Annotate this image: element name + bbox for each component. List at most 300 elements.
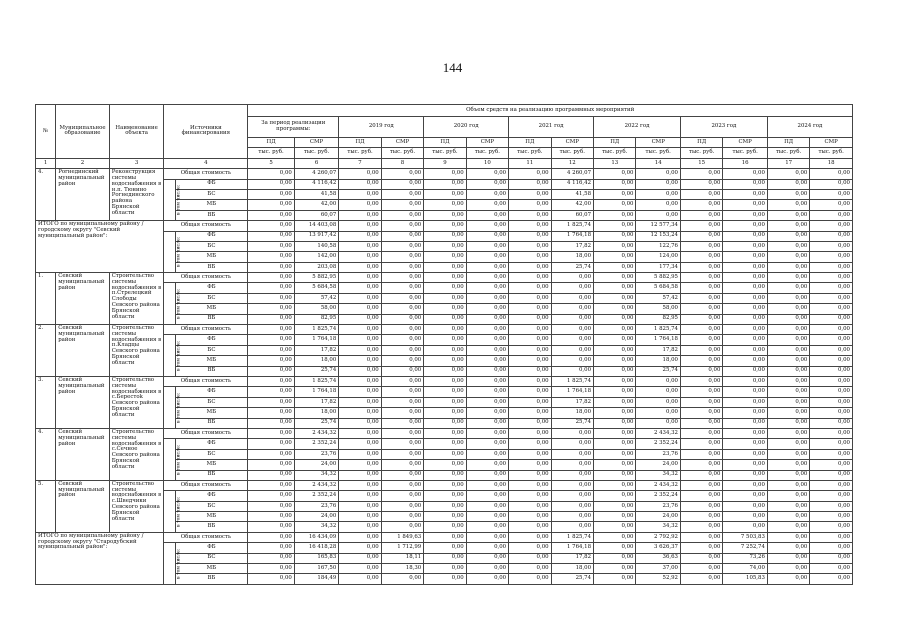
value-cell: 0,00 — [767, 522, 809, 532]
value-cell: 0,00 — [424, 273, 466, 283]
value-cell: 0,00 — [339, 512, 381, 522]
table-row — [36, 532, 853, 542]
value-cell: 0,00 — [767, 169, 809, 179]
value-cell: 0,00 — [680, 460, 722, 470]
value-cell: 0,00 — [466, 428, 508, 438]
header-unit: тыс. руб. — [551, 148, 593, 158]
value-cell: 0,00 — [723, 376, 767, 386]
source-label: БС — [175, 345, 248, 355]
value-cell: 0,00 — [723, 273, 767, 283]
value-cell: 0,00 — [466, 169, 508, 179]
value-cell: 0,00 — [381, 376, 423, 386]
value-cell: 0,00 — [466, 179, 508, 189]
value-cell: 0,00 — [810, 210, 853, 220]
value-cell: 0,00 — [509, 169, 551, 179]
value-cell: 0,00 — [381, 231, 423, 241]
value-cell: 0,00 — [594, 262, 636, 272]
value-cell: 0,00 — [594, 522, 636, 532]
value-cell: 0,00 — [767, 470, 809, 480]
value-cell: 0,00 — [381, 325, 423, 335]
in-that-number-label — [164, 283, 182, 325]
value-cell: 0,00 — [767, 480, 809, 490]
value-cell: 0,00 — [509, 293, 551, 303]
source-label: МБ — [175, 252, 248, 262]
value-cell: 0,00 — [509, 376, 551, 386]
value-cell: 0,00 — [339, 564, 381, 574]
value-cell: 1 825,74 — [551, 221, 593, 231]
value-cell: 25,74 — [294, 418, 338, 428]
value-cell: 0,00 — [339, 553, 381, 563]
value-cell: 0,00 — [466, 532, 508, 542]
value-cell: 0,00 — [767, 387, 809, 397]
value-cell: 165,83 — [294, 553, 338, 563]
value-cell: 0,00 — [551, 491, 593, 501]
value-cell: 0,00 — [466, 564, 508, 574]
value-cell: 0,00 — [767, 543, 809, 553]
header-unit: тыс. руб. — [680, 148, 722, 158]
value-cell: 2 352,24 — [294, 439, 338, 449]
value-cell: 0,00 — [723, 335, 767, 345]
value-cell: 0,00 — [248, 293, 295, 303]
value-cell: 0,00 — [680, 564, 722, 574]
value-cell: 0,00 — [248, 169, 295, 179]
value-cell: 0,00 — [339, 189, 381, 199]
value-cell: 142,00 — [294, 252, 338, 262]
value-cell: 0,00 — [723, 512, 767, 522]
value-cell: 0,00 — [424, 418, 466, 428]
value-cell: 0,00 — [424, 283, 466, 293]
value-cell: 0,00 — [810, 241, 853, 251]
value-cell: 18,11 — [381, 553, 423, 563]
header-pd: ПД — [248, 138, 295, 148]
value-cell: 0,00 — [381, 221, 423, 231]
value-cell: 18,00 — [551, 564, 593, 574]
value-cell: 167,50 — [294, 564, 338, 574]
value-cell: 24,00 — [294, 460, 338, 470]
value-cell: 0,00 — [339, 356, 381, 366]
value-cell: 0,00 — [466, 356, 508, 366]
value-cell: 0,00 — [723, 169, 767, 179]
value-cell: 0,00 — [636, 189, 680, 199]
header-year: 2022 год — [594, 117, 681, 138]
value-cell: 34,32 — [636, 470, 680, 480]
header-unit: тыс. руб. — [339, 148, 381, 158]
value-cell: 0,00 — [424, 366, 466, 376]
header-year: 2024 год — [767, 117, 852, 138]
value-cell: 1 764,18 — [294, 387, 338, 397]
value-cell: 0,00 — [680, 512, 722, 522]
value-cell: 0,00 — [594, 418, 636, 428]
header-smr: СМР — [723, 138, 767, 148]
value-cell: 0,00 — [767, 283, 809, 293]
total-label: ИТОГО по муниципальному району / городскому округу "Севский муниципальный район": — [36, 221, 164, 273]
value-cell: 0,00 — [381, 210, 423, 220]
value-cell: 23,76 — [636, 449, 680, 459]
value-cell: 0,00 — [810, 564, 853, 574]
value-cell: 0,00 — [680, 325, 722, 335]
column-number: 15 — [680, 158, 722, 168]
total-cost-label: Общая стоимость — [164, 532, 248, 542]
value-cell: 0,00 — [594, 387, 636, 397]
value-cell: 0,00 — [767, 418, 809, 428]
funding-table — [35, 104, 853, 585]
value-cell: 0,00 — [424, 501, 466, 511]
value-cell: 0,00 — [810, 480, 853, 490]
value-cell: 177,34 — [636, 262, 680, 272]
value-cell: 0,00 — [466, 574, 508, 584]
value-cell: 0,00 — [339, 241, 381, 251]
value-cell: 0,00 — [810, 439, 853, 449]
value-cell: 0,00 — [509, 345, 551, 355]
value-cell: 0,00 — [810, 221, 853, 231]
value-cell: 41,58 — [551, 189, 593, 199]
value-cell: 0,00 — [723, 460, 767, 470]
header-smr: СМР — [810, 138, 853, 148]
source-label: МБ — [175, 460, 248, 470]
total-cost-label: Общая стоимость — [164, 169, 248, 179]
value-cell: 0,00 — [509, 512, 551, 522]
value-cell: 23,76 — [294, 501, 338, 511]
value-cell: 0,00 — [680, 501, 722, 511]
value-cell: 0,00 — [509, 460, 551, 470]
value-cell: 0,00 — [381, 418, 423, 428]
value-cell: 0,00 — [594, 532, 636, 542]
value-cell: 0,00 — [509, 283, 551, 293]
value-cell: 0,00 — [723, 428, 767, 438]
header-unit: тыс. руб. — [248, 148, 295, 158]
value-cell: 0,00 — [810, 314, 853, 324]
value-cell: 0,00 — [509, 428, 551, 438]
value-cell: 0,00 — [381, 387, 423, 397]
value-cell: 0,00 — [723, 501, 767, 511]
column-number: 13 — [594, 158, 636, 168]
header-main: Объем средств на реализацию программных мероприятий — [248, 105, 853, 117]
header-unit: тыс. руб. — [381, 148, 423, 158]
column-number: 1 — [36, 158, 56, 168]
value-cell: 0,00 — [339, 397, 381, 407]
value-cell: 0,00 — [381, 397, 423, 407]
value-cell: 0,00 — [339, 179, 381, 189]
value-cell: 0,00 — [509, 408, 551, 418]
value-cell: 0,00 — [248, 345, 295, 355]
table-row — [36, 428, 853, 438]
value-cell: 0,00 — [339, 283, 381, 293]
value-cell: 0,00 — [381, 460, 423, 470]
value-cell: 0,00 — [509, 314, 551, 324]
value-cell: 36,63 — [636, 553, 680, 563]
value-cell: 0,00 — [767, 200, 809, 210]
source-label: ВБ — [175, 262, 248, 272]
value-cell: 0,00 — [424, 262, 466, 272]
value-cell: 0,00 — [767, 428, 809, 438]
value-cell: 0,00 — [339, 491, 381, 501]
value-cell: 0,00 — [339, 408, 381, 418]
value-cell: 24,00 — [636, 460, 680, 470]
value-cell: 0,00 — [248, 200, 295, 210]
value-cell: 0,00 — [810, 449, 853, 459]
value-cell: 60,07 — [551, 210, 593, 220]
value-cell: 0,00 — [767, 252, 809, 262]
column-number: 12 — [551, 158, 593, 168]
value-cell: 17,82 — [551, 553, 593, 563]
value-cell: 0,00 — [551, 460, 593, 470]
column-number: 5 — [248, 158, 295, 168]
value-cell: 0,00 — [767, 356, 809, 366]
value-cell: 0,00 — [248, 262, 295, 272]
value-cell: 0,00 — [339, 200, 381, 210]
value-cell: 24,00 — [636, 512, 680, 522]
value-cell: 0,00 — [680, 449, 722, 459]
value-cell: 0,00 — [424, 345, 466, 355]
value-cell: 0,00 — [248, 501, 295, 511]
value-cell: 0,00 — [594, 179, 636, 189]
value-cell: 0,00 — [381, 470, 423, 480]
table-row — [36, 325, 853, 335]
value-cell: 0,00 — [767, 501, 809, 511]
value-cell: 0,00 — [248, 210, 295, 220]
value-cell: 0,00 — [594, 169, 636, 179]
value-cell: 0,00 — [466, 325, 508, 335]
value-cell: 1 825,74 — [551, 532, 593, 542]
header-unit: тыс. руб. — [723, 148, 767, 158]
in-that-number-text: в том числе: — [176, 444, 182, 475]
value-cell: 0,00 — [381, 366, 423, 376]
value-cell: 13 917,42 — [294, 231, 338, 241]
value-cell: 0,00 — [594, 189, 636, 199]
value-cell: 25,74 — [551, 418, 593, 428]
value-cell: 0,00 — [381, 335, 423, 345]
value-cell: 25,74 — [294, 366, 338, 376]
value-cell: 0,00 — [509, 397, 551, 407]
value-cell: 0,00 — [339, 439, 381, 449]
value-cell: 1 825,74 — [294, 325, 338, 335]
header-smr: СМР — [551, 138, 593, 148]
value-cell: 0,00 — [810, 376, 853, 386]
value-cell: 0,00 — [466, 283, 508, 293]
source-label: ФБ — [175, 543, 248, 553]
value-cell: 0,00 — [767, 325, 809, 335]
value-cell: 0,00 — [381, 314, 423, 324]
value-cell: 0,00 — [680, 522, 722, 532]
value-cell: 12 153,24 — [636, 231, 680, 241]
value-cell: 0,00 — [424, 231, 466, 241]
value-cell: 0,00 — [551, 356, 593, 366]
object-name: Строительство системы водоснабжения в п.Кладцы Севского района Брянской области — [109, 325, 164, 377]
value-cell: 0,00 — [381, 304, 423, 314]
value-cell: 0,00 — [551, 501, 593, 511]
value-cell: 0,00 — [424, 241, 466, 251]
value-cell: 0,00 — [424, 169, 466, 179]
source-label: МБ — [175, 304, 248, 314]
value-cell: 0,00 — [381, 439, 423, 449]
value-cell: 0,00 — [339, 366, 381, 376]
value-cell: 0,00 — [339, 293, 381, 303]
header-smr: СМР — [466, 138, 508, 148]
value-cell: 0,00 — [767, 293, 809, 303]
object-name: Реконструкция системы водоснабжения в н.п. Тюнино Рогнединского района Брянской области — [109, 169, 164, 221]
header-municipality: Муниципальное образование — [56, 105, 110, 159]
value-cell: 0,00 — [723, 221, 767, 231]
column-number: 6 — [294, 158, 338, 168]
value-cell: 0,00 — [810, 283, 853, 293]
municipality: Севский муниципальный район — [56, 480, 110, 532]
column-number: 16 — [723, 158, 767, 168]
value-cell: 0,00 — [339, 522, 381, 532]
value-cell: 0,00 — [810, 325, 853, 335]
value-cell: 0,00 — [381, 522, 423, 532]
source-label: БС — [175, 397, 248, 407]
value-cell: 0,00 — [424, 387, 466, 397]
value-cell: 0,00 — [466, 543, 508, 553]
value-cell: 0,00 — [466, 491, 508, 501]
value-cell: 0,00 — [339, 501, 381, 511]
value-cell: 52,92 — [636, 574, 680, 584]
column-number: 18 — [810, 158, 853, 168]
value-cell: 0,00 — [551, 439, 593, 449]
value-cell: 0,00 — [767, 210, 809, 220]
value-cell: 0,00 — [636, 210, 680, 220]
value-cell: 16 434,09 — [294, 532, 338, 542]
value-cell: 82,95 — [294, 314, 338, 324]
value-cell: 0,00 — [810, 293, 853, 303]
value-cell: 0,00 — [723, 283, 767, 293]
source-label: ВБ — [175, 574, 248, 584]
value-cell: 0,00 — [466, 262, 508, 272]
value-cell: 7 503,83 — [723, 532, 767, 542]
total-cost-label: Общая стоимость — [164, 428, 248, 438]
value-cell: 0,00 — [339, 387, 381, 397]
value-cell: 0,00 — [509, 574, 551, 584]
total-label: ИТОГО по муниципальному району / городскому округу "Стародубский муниципальный район": — [36, 532, 164, 584]
value-cell: 0,00 — [594, 543, 636, 553]
value-cell: 0,00 — [381, 293, 423, 303]
value-cell: 0,00 — [767, 553, 809, 563]
value-cell: 0,00 — [339, 262, 381, 272]
value-cell: 0,00 — [680, 169, 722, 179]
value-cell: 0,00 — [723, 470, 767, 480]
value-cell: 0,00 — [594, 439, 636, 449]
value-cell: 0,00 — [680, 397, 722, 407]
value-cell: 0,00 — [594, 293, 636, 303]
value-cell: 0,00 — [509, 418, 551, 428]
value-cell: 0,00 — [767, 179, 809, 189]
value-cell: 0,00 — [767, 397, 809, 407]
value-cell: 0,00 — [594, 408, 636, 418]
column-number: 3 — [109, 158, 164, 168]
header-year: 2021 год — [509, 117, 594, 138]
value-cell: 0,00 — [594, 428, 636, 438]
value-cell: 0,00 — [248, 252, 295, 262]
value-cell: 0,00 — [248, 273, 295, 283]
value-cell: 0,00 — [381, 200, 423, 210]
value-cell: 0,00 — [767, 304, 809, 314]
value-cell: 0,00 — [723, 449, 767, 459]
value-cell: 0,00 — [636, 387, 680, 397]
total-cost-label: Общая стоимость — [164, 273, 248, 283]
source-label: МБ — [175, 356, 248, 366]
in-that-number-label — [164, 439, 182, 481]
column-number: 11 — [509, 158, 551, 168]
value-cell: 0,00 — [466, 293, 508, 303]
value-cell: 0,00 — [339, 231, 381, 241]
value-cell: 0,00 — [509, 241, 551, 251]
source-label: БС — [175, 189, 248, 199]
value-cell: 0,00 — [594, 200, 636, 210]
value-cell: 0,00 — [680, 221, 722, 231]
value-cell: 0,00 — [723, 293, 767, 303]
value-cell: 0,00 — [594, 241, 636, 251]
value-cell: 0,00 — [509, 491, 551, 501]
value-cell: 0,00 — [248, 512, 295, 522]
value-cell: 0,00 — [466, 273, 508, 283]
source-label: ФБ — [175, 179, 248, 189]
header-smr: СМР — [381, 138, 423, 148]
source-label: БС — [175, 553, 248, 563]
value-cell: 0,00 — [339, 221, 381, 231]
value-cell: 0,00 — [466, 210, 508, 220]
value-cell: 34,32 — [294, 470, 338, 480]
value-cell: 0,00 — [339, 304, 381, 314]
value-cell: 140,58 — [294, 241, 338, 251]
value-cell: 0,00 — [810, 345, 853, 355]
header-unit: тыс. руб. — [636, 148, 680, 158]
in-that-number-label — [164, 231, 182, 273]
value-cell: 0,00 — [723, 231, 767, 241]
value-cell: 0,00 — [381, 241, 423, 251]
value-cell: 0,00 — [466, 480, 508, 490]
value-cell: 0,00 — [680, 200, 722, 210]
value-cell: 0,00 — [248, 221, 295, 231]
municipality: Севский муниципальный район — [56, 428, 110, 480]
value-cell: 0,00 — [810, 335, 853, 345]
value-cell: 0,00 — [594, 210, 636, 220]
value-cell: 73,26 — [723, 553, 767, 563]
value-cell: 0,00 — [509, 366, 551, 376]
value-cell: 2 434,32 — [636, 480, 680, 490]
value-cell: 0,00 — [509, 252, 551, 262]
source-label: ФБ — [175, 439, 248, 449]
value-cell: 0,00 — [466, 470, 508, 480]
funding-table-sheet — [35, 104, 853, 585]
value-cell: 58,00 — [294, 304, 338, 314]
in-that-number-text: в том числе: — [176, 548, 182, 579]
value-cell: 0,00 — [723, 189, 767, 199]
value-cell: 0,00 — [424, 189, 466, 199]
municipality: Севский муниципальный район — [56, 273, 110, 325]
value-cell: 0,00 — [466, 221, 508, 231]
value-cell: 0,00 — [594, 366, 636, 376]
value-cell: 0,00 — [810, 273, 853, 283]
value-cell: 0,00 — [594, 491, 636, 501]
value-cell: 0,00 — [723, 408, 767, 418]
table-row — [36, 273, 853, 283]
source-label: ВБ — [175, 522, 248, 532]
value-cell: 0,00 — [466, 512, 508, 522]
value-cell: 0,00 — [594, 273, 636, 283]
value-cell: 0,00 — [810, 387, 853, 397]
value-cell: 25,74 — [551, 574, 593, 584]
value-cell: 0,00 — [381, 356, 423, 366]
value-cell: 0,00 — [723, 397, 767, 407]
value-cell: 0,00 — [424, 480, 466, 490]
value-cell: 18,00 — [551, 408, 593, 418]
value-cell: 57,42 — [636, 293, 680, 303]
header-smr: СМР — [636, 138, 680, 148]
value-cell: 18,00 — [294, 356, 338, 366]
value-cell: 0,00 — [509, 273, 551, 283]
object-name: Строительство системы водоснабжения в с.Шведчики Севского района Брянской области — [109, 480, 164, 532]
row-number: 1. — [36, 273, 56, 325]
